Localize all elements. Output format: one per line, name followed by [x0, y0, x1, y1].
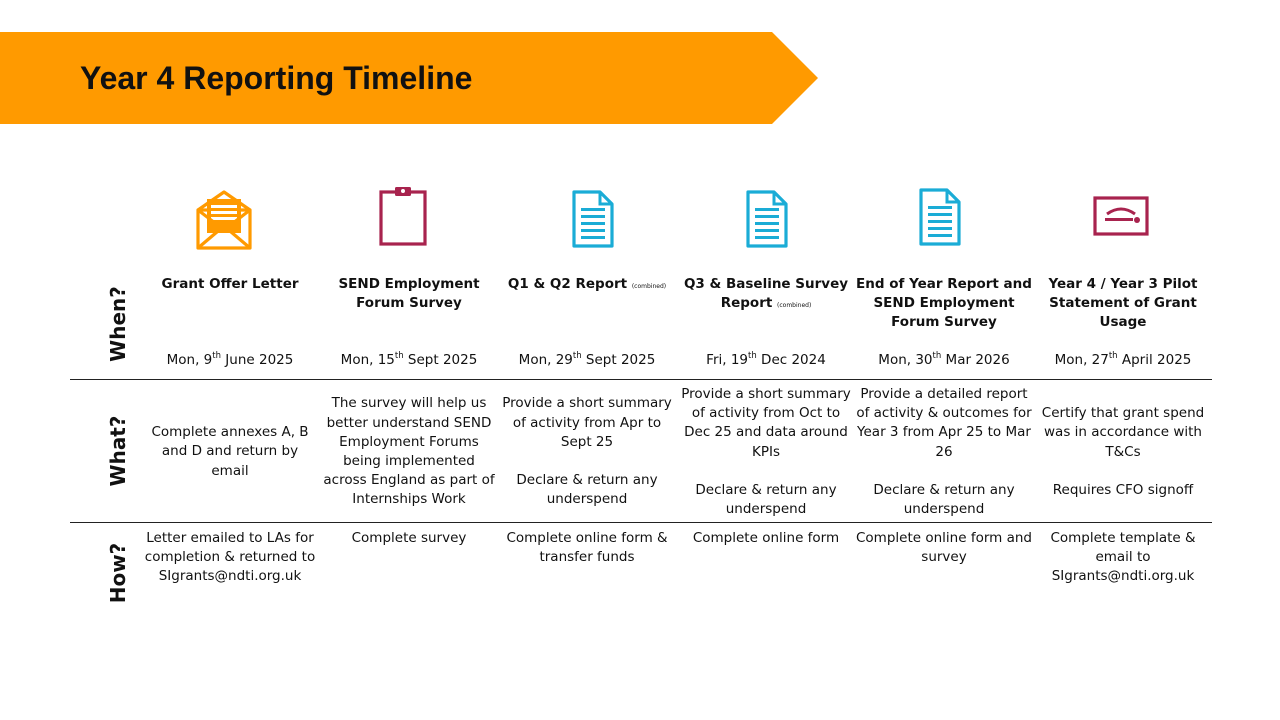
column-title: End of Year Report and SEND Employment Forum Survey [856, 276, 1032, 330]
what-text: Provide a short summary of activity from Oct to Dec 25 and data around KPIs [681, 385, 851, 460]
envelope-letter-icon [192, 186, 256, 252]
what-text: Declare & return any underspend [873, 481, 1015, 517]
column-date: Mon, 27th April 2025 [1054, 350, 1192, 368]
what-cell [678, 384, 854, 520]
column-date: Mon, 30th Mar 2026 [878, 350, 1010, 368]
how-cell: Complete online form [692, 530, 840, 546]
column-date: Mon, 9th June 2025 [166, 350, 294, 368]
row-divider-when-what [70, 379, 1212, 380]
what-text: Requires CFO signoff [1052, 481, 1194, 498]
what-text: Provide a detailed report of activity & outcomes for Year 3 from Apr 25 to Mar 26 [856, 385, 1032, 460]
column-title: Q3 & Baseline Survey Report (combined) [683, 276, 849, 311]
certificate-icon [1089, 186, 1153, 252]
how-cell: Complete survey [351, 530, 467, 546]
document-icon [907, 186, 971, 252]
what-text: The survey will help us better understand SEND Employment Forums being implemented across England as part of Internships Work [323, 395, 495, 508]
row-divider-what-how [70, 522, 1212, 523]
column-date: Mon, 29th Sept 2025 [518, 350, 656, 368]
column-title: Grant Offer Letter [161, 276, 299, 292]
column-title: SEND Employment Forum Survey [338, 276, 480, 311]
what-cell [142, 384, 318, 520]
column-date: Mon, 15th Sept 2025 [340, 350, 478, 368]
row-label-when: When? [106, 286, 130, 362]
how-cell: Complete template & email to SIgrants@ndti.org.uk [1050, 530, 1196, 585]
row-label-what: What? [106, 415, 130, 487]
clipboard-icon [371, 186, 435, 252]
column-title-note: (combined) [631, 283, 667, 290]
column-title: Q1 & Q2 Report (combined) [507, 276, 667, 292]
column-title: Year 4 / Year 3 Pilot Statement of Grant Usage [1048, 276, 1198, 330]
what-text: Declare & return any underspend [516, 472, 658, 508]
row-label-how: How? [106, 542, 130, 604]
column-date: Fri, 19th Dec 2024 [706, 350, 826, 368]
how-cell: Complete online form and survey [856, 530, 1032, 566]
column-title-note: (combined) [777, 302, 812, 309]
what-cell [856, 384, 1032, 520]
how-cell: Letter emailed to LAs for completion & returned to SIgrants@ndti.org.uk [144, 530, 316, 585]
what-text: Complete annexes A, B and D and return by email [151, 424, 309, 479]
how-cell: Complete online form & transfer funds [506, 530, 668, 566]
what-text: Certify that grant spend was in accordance with T&Cs [1041, 405, 1205, 460]
what-cell [321, 384, 497, 520]
what-text: Provide a short summary of activity from Apr to Sept 25 [502, 395, 672, 450]
page-title: Year 4 Reporting Timeline [80, 60, 473, 96]
document-icon [734, 186, 798, 252]
what-text: Declare & return any underspend [695, 481, 837, 517]
what-cell [1035, 384, 1211, 520]
what-cell [499, 384, 675, 520]
document-icon [560, 186, 624, 252]
